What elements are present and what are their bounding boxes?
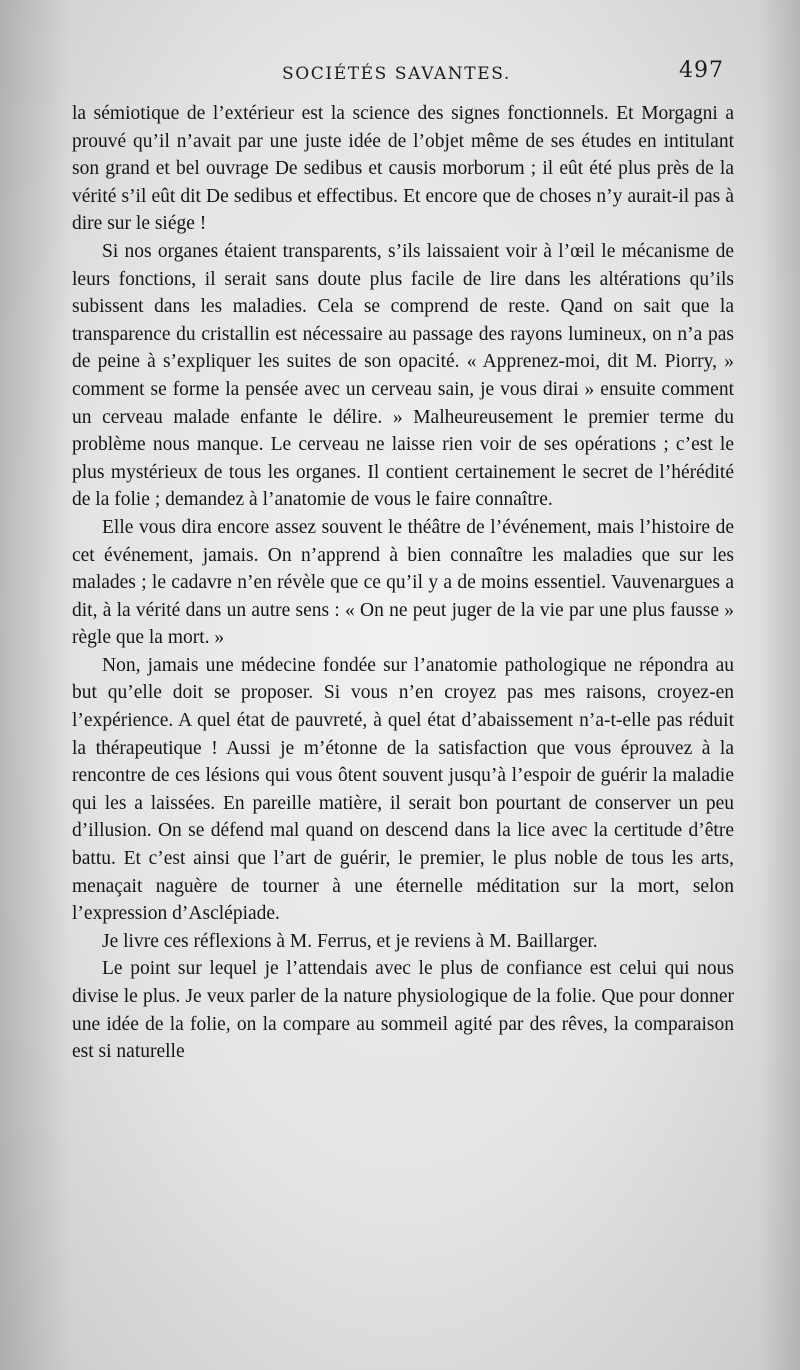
page-header <box>72 58 724 88</box>
paragraph-5: Je livre ces réflexions à M. Ferrus, et je reviens à M. Baillarger. <box>102 930 598 952</box>
page-shadow-right <box>760 0 800 1370</box>
paragraph-6: Le point sur lequel je l’attendais avec le plus de confiance est celui qui nous divise le plus. Je veux parler de la nature physiologique de la folie. Que pour donner une idée de la folie, on la compare au sommeil agité par des rêves, la comparaison est si naturelle <box>72 958 734 1063</box>
body-text <box>72 100 734 1066</box>
page-shadow-left <box>0 0 70 1370</box>
paragraph-3: Elle vous dira encore assez souvent le théâtre de l’événement, mais l’histoire de cet événement, jamais. On n’apprend à bien connaître les maladies que sur les malades ; le cadavre n’en révèle que ce qu’il y a de moins essentiel. Vauvenargues a dit, à la vérité dans un autre sens : « On ne peut juger de la vie par une plus fausse » règle que la mort. » <box>72 516 734 649</box>
paragraph-1: la sémiotique de l’extérieur est la science des signes fonctionnels. Et Morgagni a prouvé qu’il n’avait par une juste idée de l’objet même de ses études en intitulant son grand et bel ouvrage De sedibus et causis morborum ; il eût été plus près de la vérité s’il eût dit De sedibus et effectibus. Et encore que de choses n’y aurait-il pas à dire sur le siége ! <box>72 103 734 235</box>
page-number: 497 <box>679 58 724 83</box>
paragraph-4: Non, jamais une médecine fondée sur l’anatomie pathologique ne répondra au but qu’elle doit se proposer. Si vous n’en croyez pas mes raisons, croyez-en l’expérience. A quel état de pauvreté, à quel état d’abaissement n’a-t-elle pas réduit la thérapeutique ! Aussi je m’étonne de la satisfaction que vous éprouvez à la rencontre de ces lésions qui vous ôtent souvent jusqu’à l’espoir de guérir la maladie qui les a laissées. En pareille matière, il serait bon pourtant de conserver un peu d’illusion. On se défend mal quand on descend dans la lice avec la certitude d’être battu. Et c’est ainsi que l’art de guérir, le premier, le plus noble de tous les arts, menaçait naguère de tourner à une éternelle méditation sur la mort, selon l’expression d’Asclépiade. <box>72 654 734 925</box>
running-head: SOCIÉTÉS SAVANTES. <box>282 64 511 84</box>
paragraph-2: Si nos organes étaient transparents, s’ils laissaient voir à l’œil le mécanisme de leurs fonctions, il serait sans doute plus facile de lire dans les altérations qu’ils subissent dans les maladies. Cela se comprend de reste. Qand on sait que la transparence du cristallin est nécessaire au passage des rayons lumineux, on n’a pas de peine à s’expliquer les suites de son opacité. « Apprenez-moi, dit M. Piorry, » comment se forme la pensée avec un cerveau sain, je vous dirai » ensuite comment un cerveau malade enfante le délire. » Malheureusement le premier terme du problème nous manque. Le cerveau ne laisse rien voir de ses opérations ; c’est le plus mystérieux de tous les organes. Il contient certainement le secret de l’hérédité de la folie ; demandez à l’anatomie de vous le faire connaître. <box>72 240 734 511</box>
